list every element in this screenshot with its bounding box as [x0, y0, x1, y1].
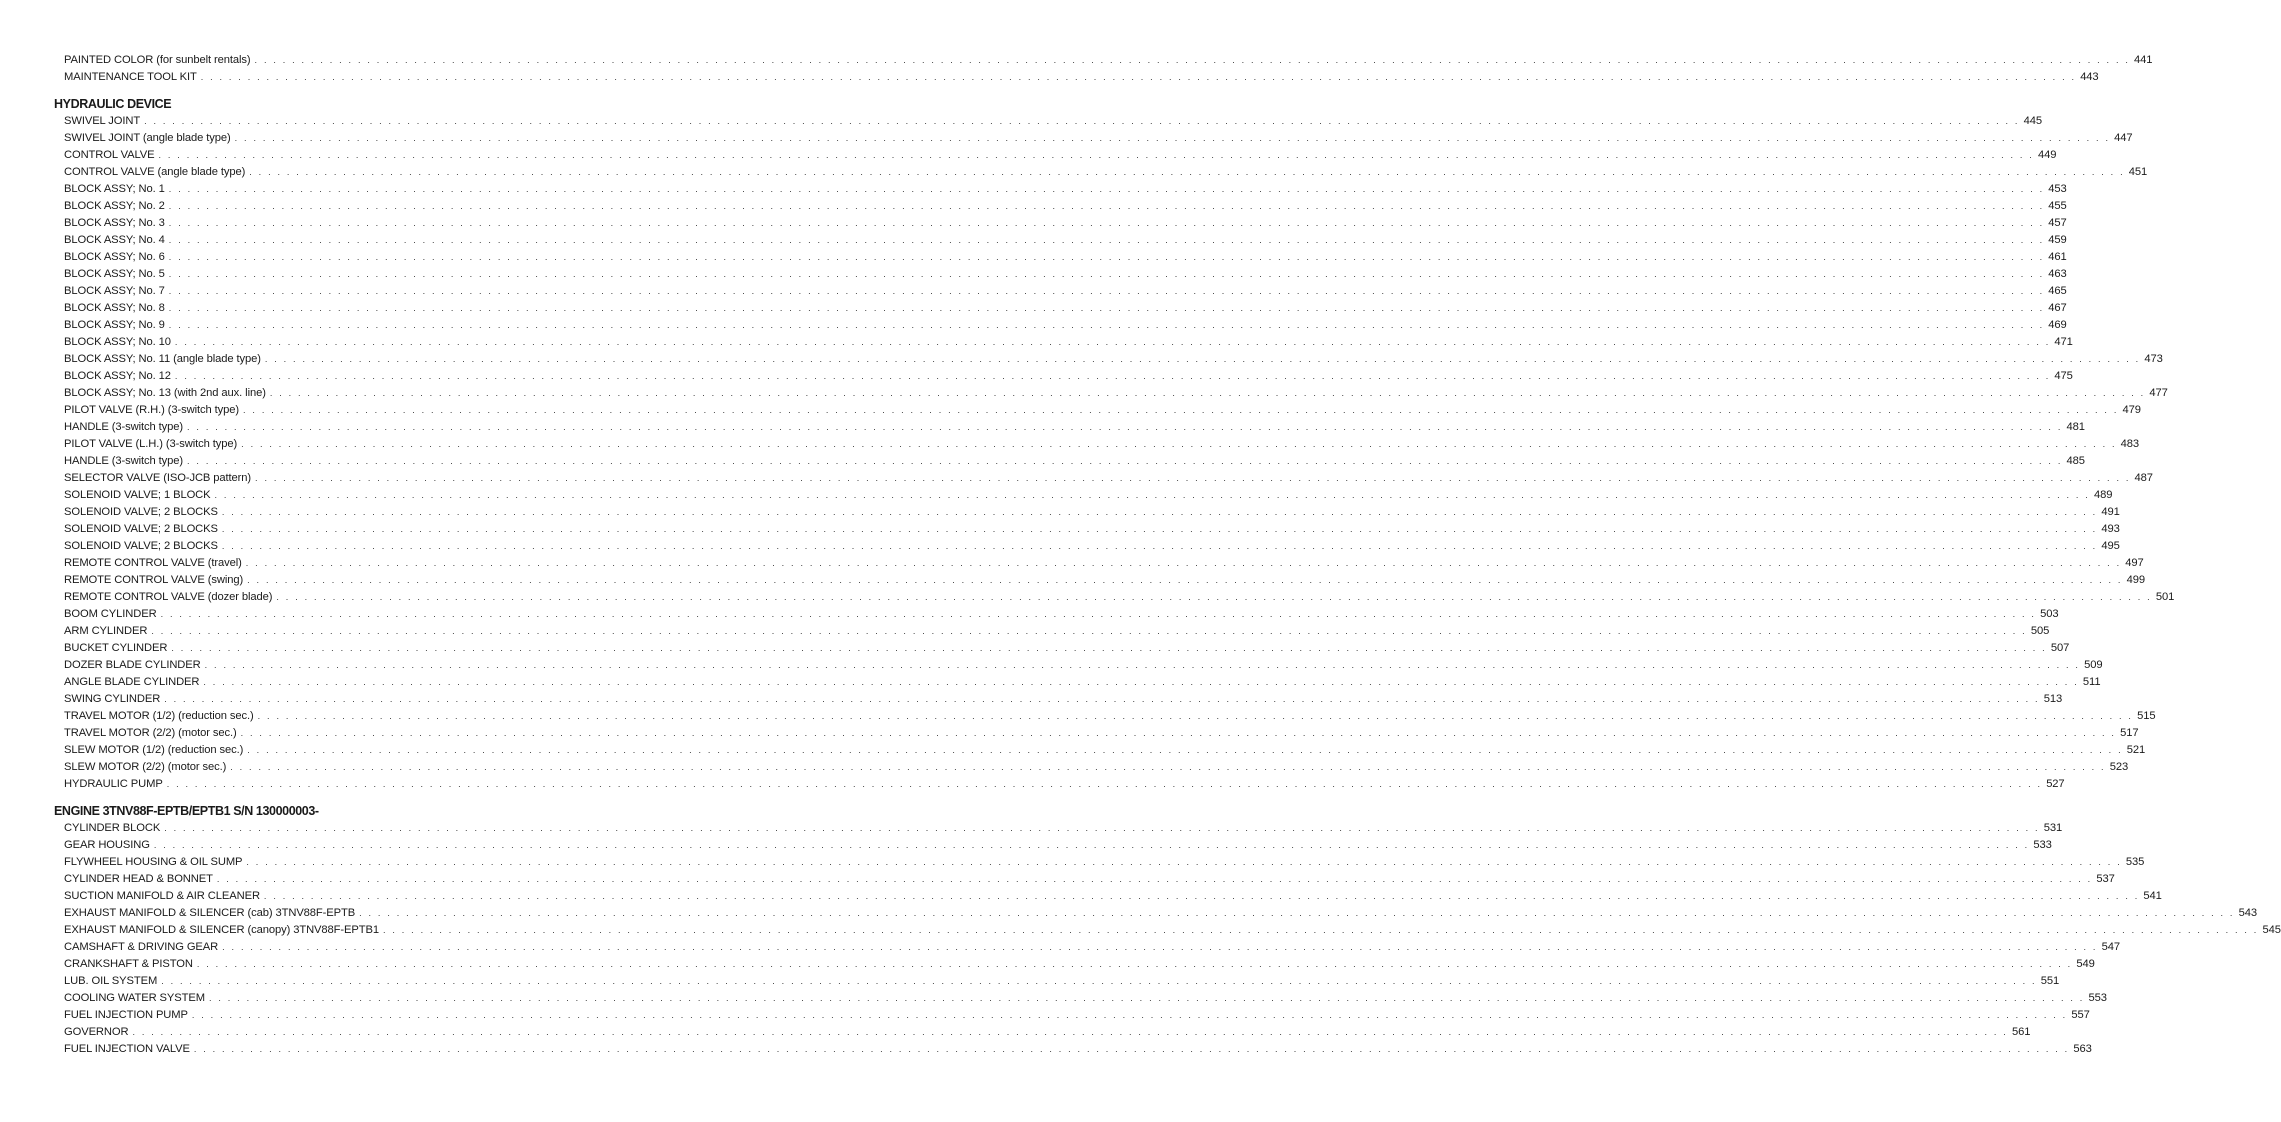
- entry-title: FUEL INJECTION VALVE: [64, 1043, 190, 1055]
- toc-entry[interactable]: [54, 657, 2103, 674]
- entry-title: HANDLE (3-switch type): [64, 455, 184, 467]
- toc-entry[interactable]: [54, 232, 2067, 249]
- dot-leader: . . . . . . . . . . . . . . . . . . . . . . . . . . . . . . . . . . . . . . . . . . . . . . . . . . . . . . . . . . . . . . . . . . . . . . . . . . . . . . . . . . . . . . . . . . . . . . . . . . . . . . . . . . . . . . . . . . . . . . . . . . . . . . . . . . . . . . . . . . . . . . . . . . . . . . . . . . . . . . . . . . . . . . . . . . . . . . . . . . . . . . . . . . . . . . . . . . . . . . . .: [241, 439, 2117, 449]
- toc-entry[interactable]: [54, 691, 2063, 708]
- entry-page-number: 483: [2120, 438, 2140, 450]
- dot-leader: . . . . . . . . . . . . . . . . . . . . . . . . . . . . . . . . . . . . . . . . . . . . . . . . . . . . . . . . . . . . . . . . . . . . . . . . . . . . . . . . . . . . . . . . . . . . . . . . . . . . . . . . . . . . . . . . . . . . . . . . . . . . . . . . . . . . . . . . . . . . . . . . . . . . . . . . . . . . . . . . . . . . . . . . . . . . . . . . . . . . . . . . . . . . . . . . . . . . . . . .: [168, 218, 2045, 228]
- entry-page-number: 515: [2137, 710, 2156, 722]
- dot-leader: . . . . . . . . . . . . . . . . . . . . . . . . . . . . . . . . . . . . . . . . . . . . . . . . . . . . . . . . . . . . . . . . . . . . . . . . . . . . . . . . . . . . . . . . . . . . . . . . . . . . . . . . . . . . . . . . . . . . . . . . . . . . . . . . . . . . . . . . . . . . . . . . . . . . . . . . . . . . . . . . . . . . . . . . . . . . . . . . . . . . . . . . . . . . . . . . . . . . . . . .: [221, 507, 2098, 517]
- entry-page-number: 535: [2125, 856, 2145, 868]
- entry-page-number: 517: [2120, 727, 2139, 739]
- toc-entry[interactable]: [54, 283, 2067, 300]
- toc-entry[interactable]: [54, 402, 2141, 419]
- dot-leader: . . . . . . . . . . . . . . . . . . . . . . . . . . . . . . . . . . . . . . . . . . . . . . . . . . . . . . . . . . . . . . . . . . . . . . . . . . . . . . . . . . . . . . . . . . . . . . . . . . . . . . . . . . . . . . . . . . . . . . . . . . . . . . . . . . . . . . . . . . . . . . . . . . . . . . . . . . . . . . . . . . . . . . . . . . . . . . . . . . . . . . . . . . . . . . . . . . . . . . . .: [191, 1010, 2068, 1020]
- toc-entry[interactable]: [54, 871, 2115, 888]
- toc-entry[interactable]: [54, 725, 2139, 742]
- toc-entry[interactable]: [54, 487, 2113, 504]
- dot-leader: . . . . . . . . . . . . . . . . . . . . . . . . . . . . . . . . . . . . . . . . . . . . . . . . . . . . . . . . . . . . . . . . . . . . . . . . . . . . . . . . . . . . . . . . . . . . . . . . . . . . . . . . . . . . . . . . . . . . . . . . . . . . . . . . . . . . . . . . . . . . . . . . . . . . . . . . . . . . . . . . . . . . . . . . . . . . . . . . . . . . . . . . . . . . . . . . . . . . . . . .: [171, 643, 2047, 653]
- toc-entry[interactable]: [54, 1041, 2092, 1058]
- dot-leader: . . . . . . . . . . . . . . . . . . . . . . . . . . . . . . . . . . . . . . . . . . . . . . . . . . . . . . . . . . . . . . . . . . . . . . . . . . . . . . . . . . . . . . . . . . . . . . . . . . . . . . . . . . . . . . . . . . . . . . . . . . . . . . . . . . . . . . . . . . . . . . . . . . . . . . . . . . . . . . . . . . . . . . . . . . . . . . . . . . . . . . . . . . . . . . . . . . . . . . . .: [230, 762, 2106, 772]
- entry-page-number: 465: [2048, 285, 2067, 297]
- dot-leader: . . . . . . . . . . . . . . . . . . . . . . . . . . . . . . . . . . . . . . . . . . . . . . . . . . . . . . . . . . . . . . . . . . . . . . . . . . . . . . . . . . . . . . . . . . . . . . . . . . . . . . . . . . . . . . . . . . . . . . . . . . . . . . . . . . . . . . . . . . . . . . . . . . . . . . . . . . . . . . . . . . . . . . . . . . . . . . . . . . . . . . . . . . . . . . . . . . . . . . . .: [245, 558, 2122, 568]
- toc-entry[interactable]: [54, 623, 2050, 640]
- entry-page-number: 549: [2076, 958, 2095, 970]
- toc-entry[interactable]: [54, 249, 2067, 266]
- toc-entry[interactable]: [54, 820, 2063, 837]
- table-of-contents: [54, 52, 2281, 1058]
- dot-leader: . . . . . . . . . . . . . . . . . . . . . . . . . . . . . . . . . . . . . . . . . . . . . . . . . . . . . . . . . . . . . . . . . . . . . . . . . . . . . . . . . . . . . . . . . . . . . . . . . . . . . . . . . . . . . . . . . . . . . . . . . . . . . . . . . . . . . . . . . . . . . . . . . . . . . . . . . . . . . . . . . . . . . . . . . . . . . . . . . . . . . . . . . . . . . . . . . . . . . . . .: [221, 541, 2098, 551]
- dot-leader: . . . . . . . . . . . . . . . . . . . . . . . . . . . . . . . . . . . . . . . . . . . . . . . . . . . . . . . . . . . . . . . . . . . . . . . . . . . . . . . . . . . . . . . . . . . . . . . . . . . . . . . . . . . . . . . . . . . . . . . . . . . . . . . . . . . . . . . . . . . . . . . . . . . . . . . . . . . . . . . . . . . . . . . . . . . . . . . . . . . . . . . . . . . . . . . . . . . . . . . .: [263, 891, 2140, 901]
- entry-title: BLOCK ASSY; No. 10: [64, 336, 171, 348]
- dot-leader: . . . . . . . . . . . . . . . . . . . . . . . . . . . . . . . . . . . . . . . . . . . . . . . . . . . . . . . . . . . . . . . . . . . . . . . . . . . . . . . . . . . . . . . . . . . . . . . . . . . . . . . . . . . . . . . . . . . . . . . . . . . . . . . . . . . . . . . . . . . . . . . . . . . . . . . . . . . . . . . . . . . . . . . . . . . . . . . . . . . . . . . . . . . . . . . . . . . . . . . .: [144, 116, 2020, 126]
- dot-leader: . . . . . . . . . . . . . . . . . . . . . . . . . . . . . . . . . . . . . . . . . . . . . . . . . . . . . . . . . . . . . . . . . . . . . . . . . . . . . . . . . . . . . . . . . . . . . . . . . . . . . . . . . . . . . . . . . . . . . . . . . . . . . . . . . . . . . . . . . . . . . . . . . . . . . . . . . . . . . . . . . . . . . . . . . . . . . . . . . . . . . . . . . . . . . . . . . . . . . . . .: [174, 371, 2051, 381]
- toc-entry[interactable]: [54, 69, 2099, 86]
- toc-entry[interactable]: [54, 742, 2146, 759]
- entry-title: GOVERNOR: [64, 1026, 129, 1038]
- dot-leader: . . . . . . . . . . . . . . . . . . . . . . . . . . . . . . . . . . . . . . . . . . . . . . . . . . . . . . . . . . . . . . . . . . . . . . . . . . . . . . . . . . . . . . . . . . . . . . . . . . . . . . . . . . . . . . . . . . . . . . . . . . . . . . . . . . . . . . . . . . . . . . . . . . . . . . . . . . . . . . . . . . . . . . . . . . . . . . . . . . . . . . . . . . . . . . . . . . . . . . . .: [234, 133, 2111, 143]
- dot-leader: . . . . . . . . . . . . . . . . . . . . . . . . . . . . . . . . . . . . . . . . . . . . . . . . . . . . . . . . . . . . . . . . . . . . . . . . . . . . . . . . . . . . . . . . . . . . . . . . . . . . . . . . . . . . . . . . . . . . . . . . . . . . . . . . . . . . . . . . . . . . . . . . . . . . . . . . . . . . . . . . . . . . . . . . . . . . . . . . . . . . . . . . . . . . . . . . . . . . . . . .: [168, 303, 2045, 313]
- entry-title: HYDRAULIC PUMP: [64, 778, 163, 790]
- dot-leader: . . . . . . . . . . . . . . . . . . . . . . . . . . . . . . . . . . . . . . . . . . . . . . . . . . . . . . . . . . . . . . . . . . . . . . . . . . . . . . . . . . . . . . . . . . . . . . . . . . . . . . . . . . . . . . . . . . . . . . . . . . . . . . . . . . . . . . . . . . . . . . . . . . . . . . . . . . . . . . . . . . . . . . . . . . . . . . . . . . . . . . . . . . . . . . . . . . . . . . . .: [359, 908, 2235, 918]
- toc-entry[interactable]: [54, 52, 2153, 69]
- dot-leader: . . . . . . . . . . . . . . . . . . . . . . . . . . . . . . . . . . . . . . . . . . . . . . . . . . . . . . . . . . . . . . . . . . . . . . . . . . . . . . . . . . . . . . . . . . . . . . . . . . . . . . . . . . . . . . . . . . . . . . . . . . . . . . . . . . . . . . . . . . . . . . . . . . . . . . . . . . . . . . . . . . . . . . . . . . . . . . . . . . . . . . . . . . . . . . . . . . . . . . . .: [160, 609, 2037, 619]
- toc-entry[interactable]: [54, 113, 2042, 130]
- entry-title: FLYWHEEL HOUSING & OIL SUMP: [64, 856, 243, 868]
- entry-page-number: 477: [2149, 387, 2168, 399]
- dot-leader: . . . . . . . . . . . . . . . . . . . . . . . . . . . . . . . . . . . . . . . . . . . . . . . . . . . . . . . . . . . . . . . . . . . . . . . . . . . . . . . . . . . . . . . . . . . . . . . . . . . . . . . . . . . . . . . . . . . . . . . . . . . . . . . . . . . . . . . . . . . . . . . . . . . . . . . . . . . . . . . . . . . . . . . . . . . . . . . . . . . . . . . . . . . . . . . . . . . . . . . .: [132, 1027, 2008, 1037]
- dot-leader: . . . . . . . . . . . . . . . . . . . . . . . . . . . . . . . . . . . . . . . . . . . . . . . . . . . . . . . . . . . . . . . . . . . . . . . . . . . . . . . . . . . . . . . . . . . . . . . . . . . . . . . . . . . . . . . . . . . . . . . . . . . . . . . . . . . . . . . . . . . . . . . . . . . . . . . . . . . . . . . . . . . . . . . . . . . . . . . . . . . . . . . . . . . . . . . . . . . . . . . .: [153, 840, 2030, 850]
- entry-page-number: 545: [2262, 924, 2281, 936]
- dot-leader: . . . . . . . . . . . . . . . . . . . . . . . . . . . . . . . . . . . . . . . . . . . . . . . . . . . . . . . . . . . . . . . . . . . . . . . . . . . . . . . . . . . . . . . . . . . . . . . . . . . . . . . . . . . . . . . . . . . . . . . . . . . . . . . . . . . . . . . . . . . . . . . . . . . . . . . . . . . . . . . . . . . . . . . . . . . . . . . . . . . . . . . . . . . . . . . . . . . . . . . .: [164, 694, 2040, 704]
- entry-page-number: 449: [2038, 149, 2057, 161]
- toc-entry[interactable]: [54, 956, 2095, 973]
- section-heading: ENGINE 3TNV88F-EPTB/EPTB1 S/N 130000003-: [54, 804, 319, 818]
- toc-entry[interactable]: [54, 130, 2133, 147]
- entry-title: SLEW MOTOR (2/2) (motor sec.): [64, 761, 227, 773]
- toc-entry[interactable]: [54, 215, 2067, 232]
- toc-entry[interactable]: [54, 351, 2163, 368]
- toc-entry[interactable]: [54, 555, 2144, 572]
- toc-entry[interactable]: [54, 368, 2073, 385]
- dot-leader: . . . . . . . . . . . . . . . . . . . . . . . . . . . . . . . . . . . . . . . . . . . . . . . . . . . . . . . . . . . . . . . . . . . . . . . . . . . . . . . . . . . . . . . . . . . . . . . . . . . . . . . . . . . . . . . . . . . . . . . . . . . . . . . . . . . . . . . . . . . . . . . . . . . . . . . . . . . . . . . . . . . . . . . . . . . . . . . . . . . . . . . . . . . . . . . . . . . . . . . .: [243, 405, 2119, 415]
- entry-page-number: 509: [2084, 659, 2103, 671]
- entry-title: CONTROL VALVE: [64, 149, 155, 161]
- entry-page-number: 451: [2128, 166, 2148, 178]
- toc-entry[interactable]: [54, 470, 2153, 487]
- entry-page-number: 513: [2043, 693, 2063, 705]
- entry-page-number: 457: [2048, 217, 2067, 229]
- toc-entry[interactable]: [54, 181, 2067, 198]
- toc-entry[interactable]: [54, 198, 2067, 215]
- toc-entry[interactable]: [54, 837, 2052, 854]
- entry-page-number: 541: [2143, 890, 2162, 902]
- dot-leader: . . . . . . . . . . . . . . . . . . . . . . . . . . . . . . . . . . . . . . . . . . . . . . . . . . . . . . . . . . . . . . . . . . . . . . . . . . . . . . . . . . . . . . . . . . . . . . . . . . . . . . . . . . . . . . . . . . . . . . . . . . . . . . . . . . . . . . . . . . . . . . . . . . . . . . . . . . . . . . . . . . . . . . . . . . . . . . . . . . . . . . . . . . . . . . . . . . . . . . . .: [208, 993, 2085, 1003]
- toc-section: [54, 803, 2281, 1058]
- toc-entry[interactable]: [54, 572, 2146, 589]
- dot-leader: . . . . . . . . . . . . . . . . . . . . . . . . . . . . . . . . . . . . . . . . . . . . . . . . . . . . . . . . . . . . . . . . . . . . . . . . . . . . . . . . . . . . . . . . . . . . . . . . . . . . . . . . . . . . . . . . . . . . . . . . . . . . . . . . . . . . . . . . . . . . . . . . . . . . . . . . . . . . . . . . . . . . . . . . . . . . . . . . . . . . . . . . . . . . . . . . . . . . . . . .: [240, 728, 2117, 738]
- toc-entry[interactable]: [54, 300, 2067, 317]
- toc-entry[interactable]: [54, 385, 2168, 402]
- dot-leader: . . . . . . . . . . . . . . . . . . . . . . . . . . . . . . . . . . . . . . . . . . . . . . . . . . . . . . . . . . . . . . . . . . . . . . . . . . . . . . . . . . . . . . . . . . . . . . . . . . . . . . . . . . . . . . . . . . . . . . . . . . . . . . . . . . . . . . . . . . . . . . . . . . . . . . . . . . . . . . . . . . . . . . . . . . . . . . . . . . . . . . . . . . . . . . . . . . . . . . . .: [187, 456, 2063, 466]
- entry-title: SLEW MOTOR (1/2) (reduction sec.): [64, 744, 244, 756]
- entry-page-number: 471: [2054, 336, 2073, 348]
- toc-entry[interactable]: [54, 888, 2162, 905]
- entry-page-number: 557: [2071, 1009, 2090, 1021]
- entry-page-number: 479: [2122, 404, 2141, 416]
- entry-page-number: 453: [2048, 183, 2067, 195]
- dot-leader: . . . . . . . . . . . . . . . . . . . . . . . . . . . . . . . . . . . . . . . . . . . . . . . . . . . . . . . . . . . . . . . . . . . . . . . . . . . . . . . . . . . . . . . . . . . . . . . . . . . . . . . . . . . . . . . . . . . . . . . . . . . . . . . . . . . . . . . . . . . . . . . . . . . . . . . . . . . . . . . . . . . . . . . . . . . . . . . . . . . . . . . . . . . . . . . . . . . . . . . .: [168, 201, 2045, 211]
- entry-title: LUB. OIL SYSTEM: [64, 975, 158, 987]
- dot-leader: . . . . . . . . . . . . . . . . . . . . . . . . . . . . . . . . . . . . . . . . . . . . . . . . . . . . . . . . . . . . . . . . . . . . . . . . . . . . . . . . . . . . . . . . . . . . . . . . . . . . . . . . . . . . . . . . . . . . . . . . . . . . . . . . . . . . . . . . . . . . . . . . . . . . . . . . . . . . . . . . . . . . . . . . . . . . . . . . . . . . . . . . . . . . . . . . . . . . . . . .: [168, 320, 2045, 330]
- toc-entry[interactable]: [54, 674, 2101, 691]
- entry-page-number: 533: [2033, 839, 2052, 851]
- entry-title: BLOCK ASSY; No. 6: [64, 251, 165, 263]
- dot-leader: . . . . . . . . . . . . . . . . . . . . . . . . . . . . . . . . . . . . . . . . . . . . . . . . . . . . . . . . . . . . . . . . . . . . . . . . . . . . . . . . . . . . . . . . . . . . . . . . . . . . . . . . . . . . . . . . . . . . . . . . . . . . . . . . . . . . . . . . . . . . . . . . . . . . . . . . . . . . . . . . . . . . . . . . . . . . . . . . . . . . . . . . . . . . . . . . . . . . . . . .: [196, 959, 2073, 969]
- section-heading: HYDRAULIC DEVICE: [54, 97, 172, 111]
- entry-title: FUEL INJECTION PUMP: [64, 1009, 188, 1021]
- toc-entry[interactable]: [54, 1024, 2031, 1041]
- dot-leader: . . . . . . . . . . . . . . . . . . . . . . . . . . . . . . . . . . . . . . . . . . . . . . . . . . . . . . . . . . . . . . . . . . . . . . . . . . . . . . . . . . . . . . . . . . . . . . . . . . . . . . . . . . . . . . . . . . . . . . . . . . . . . . . . . . . . . . . . . . . . . . . . . . . . . . . . . . . . . . . . . . . . . . . . . . . . . . . . . . . . . . . . . . . . . . . . . . . . . . . .: [382, 925, 2259, 935]
- dot-leader: . . . . . . . . . . . . . . . . . . . . . . . . . . . . . . . . . . . . . . . . . . . . . . . . . . . . . . . . . . . . . . . . . . . . . . . . . . . . . . . . . . . . . . . . . . . . . . . . . . . . . . . . . . . . . . . . . . . . . . . . . . . . . . . . . . . . . . . . . . . . . . . . . . . . . . . . . . . . . . . . . . . . . . . . . . . . . . . . . . . . . . . . . . . . . . . . . . . . . . . .: [168, 252, 2045, 262]
- entry-title: REMOTE CONTROL VALVE (travel): [64, 557, 242, 569]
- entry-page-number: 441: [2134, 54, 2153, 66]
- dot-leader: . . . . . . . . . . . . . . . . . . . . . . . . . . . . . . . . . . . . . . . . . . . . . . . . . . . . . . . . . . . . . . . . . . . . . . . . . . . . . . . . . . . . . . . . . . . . . . . . . . . . . . . . . . . . . . . . . . . . . . . . . . . . . . . . . . . . . . . . . . . . . . . . . . . . . . . . . . . . . . . . . . . . . . . . . . . . . . . . . . . . . . . . . . . . . . . . . . . . . . . .: [255, 473, 2131, 483]
- dot-leader: . . . . . . . . . . . . . . . . . . . . . . . . . . . . . . . . . . . . . . . . . . . . . . . . . . . . . . . . . . . . . . . . . . . . . . . . . . . . . . . . . . . . . . . . . . . . . . . . . . . . . . . . . . . . . . . . . . . . . . . . . . . . . . . . . . . . . . . . . . . . . . . . . . . . . . . . . . . . . . . . . . . . . . . . . . . . . . . . . . . . . . . . . . . . . . . . . . . . . . . .: [203, 677, 2079, 687]
- dot-leader: . . . . . . . . . . . . . . . . . . . . . . . . . . . . . . . . . . . . . . . . . . . . . . . . . . . . . . . . . . . . . . . . . . . . . . . . . . . . . . . . . . . . . . . . . . . . . . . . . . . . . . . . . . . . . . . . . . . . . . . . . . . . . . . . . . . . . . . . . . . . . . . . . . . . . . . . . . . . . . . . . . . . . . . . . . . . . . . . . . . . . . . . . . . . . . . . . . . . . . . .: [246, 857, 2122, 867]
- entry-page-number: 473: [2144, 353, 2163, 365]
- toc-entry[interactable]: [54, 521, 2120, 538]
- dot-leader: . . . . . . . . . . . . . . . . . . . . . . . . . . . . . . . . . . . . . . . . . . . . . . . . . . . . . . . . . . . . . . . . . . . . . . . . . . . . . . . . . . . . . . . . . . . . . . . . . . . . . . . . . . . . . . . . . . . . . . . . . . . . . . . . . . . . . . . . . . . . . . . . . . . . . . . . . . . . . . . . . . . . . . . . . . . . . . . . . . . . . . . . . . . . . . . . . . . . . . . .: [276, 592, 2152, 602]
- toc-entry[interactable]: [54, 973, 2060, 990]
- entry-title: PILOT VALVE (R.H.) (3-switch type): [64, 404, 240, 416]
- toc-section: [54, 96, 2175, 793]
- entry-title: BLOCK ASSY; No. 4: [64, 234, 165, 246]
- toc-entry[interactable]: [54, 606, 2059, 623]
- entry-page-number: 463: [2048, 268, 2067, 280]
- toc-entry[interactable]: [54, 266, 2067, 283]
- entry-title: SWIVEL JOINT (angle blade type): [64, 132, 231, 144]
- dot-leader: . . . . . . . . . . . . . . . . . . . . . . . . . . . . . . . . . . . . . . . . . . . . . . . . . . . . . . . . . . . . . . . . . . . . . . . . . . . . . . . . . . . . . . . . . . . . . . . . . . . . . . . . . . . . . . . . . . . . . . . . . . . . . . . . . . . . . . . . . . . . . . . . . . . . . . . . . . . . . . . . . . . . . . . . . . . . . . . . . . . . . . . . . . . . . . . . . . . . . . . .: [221, 524, 2098, 534]
- dot-leader: . . . . . . . . . . . . . . . . . . . . . . . . . . . . . . . . . . . . . . . . . . . . . . . . . . . . . . . . . . . . . . . . . . . . . . . . . . . . . . . . . . . . . . . . . . . . . . . . . . . . . . . . . . . . . . . . . . . . . . . . . . . . . . . . . . . . . . . . . . . . . . . . . . . . . . . . . . . . . . . . . . . . . . . . . . . . . . . . . . . . . . . . . . . . . . . . . . . . . . . .: [161, 976, 2037, 986]
- entry-page-number: 553: [2088, 992, 2107, 1004]
- dot-leader: . . . . . . . . . . . . . . . . . . . . . . . . . . . . . . . . . . . . . . . . . . . . . . . . . . . . . . . . . . . . . . . . . . . . . . . . . . . . . . . . . . . . . . . . . . . . . . . . . . . . . . . . . . . . . . . . . . . . . . . . . . . . . . . . . . . . . . . . . . . . . . . . . . . . . . . . . . . . . . . . . . . . . . . . . . . . . . . . . . . . . . . . . . . . . . . . . . . . . . . .: [247, 745, 2123, 755]
- entry-page-number: 521: [2126, 744, 2146, 756]
- entry-page-number: 503: [2040, 608, 2059, 620]
- entry-title: ARM CYLINDER: [64, 625, 148, 637]
- entry-title: BLOCK ASSY; No. 2: [64, 200, 165, 212]
- entry-page-number: 455: [2048, 200, 2067, 212]
- entry-title: SWING CYLINDER: [64, 693, 161, 705]
- entry-page-number: 563: [2073, 1043, 2092, 1055]
- toc-entry[interactable]: [54, 905, 2257, 922]
- entry-page-number: 475: [2054, 370, 2073, 382]
- entry-title: CYLINDER HEAD & BONNET: [64, 873, 213, 885]
- toc-entry[interactable]: [54, 589, 2175, 606]
- entry-page-number: 443: [2080, 71, 2099, 83]
- dot-leader: . . . . . . . . . . . . . . . . . . . . . . . . . . . . . . . . . . . . . . . . . . . . . . . . . . . . . . . . . . . . . . . . . . . . . . . . . . . . . . . . . . . . . . . . . . . . . . . . . . . . . . . . . . . . . . . . . . . . . . . . . . . . . . . . . . . . . . . . . . . . . . . . . . . . . . . . . . . . . . . . . . . . . . . . . . . . . . . . . . . . . . . . . . . . . . . . . . . . . . . .: [193, 1044, 2070, 1054]
- dot-leader: . . . . . . . . . . . . . . . . . . . . . . . . . . . . . . . . . . . . . . . . . . . . . . . . . . . . . . . . . . . . . . . . . . . . . . . . . . . . . . . . . . . . . . . . . . . . . . . . . . . . . . . . . . . . . . . . . . . . . . . . . . . . . . . . . . . . . . . . . . . . . . . . . . . . . . . . . . . . . . . . . . . . . . . . . . . . . . . . . . . . . . . . . . . . . . . . . . . . . . . .: [164, 823, 2040, 833]
- entry-title: REMOTE CONTROL VALVE (dozer blade): [64, 591, 273, 603]
- entry-title: SOLENOID VALVE; 2 BLOCKS: [64, 540, 218, 552]
- entry-page-number: 551: [2040, 975, 2060, 987]
- entry-page-number: 447: [2114, 132, 2133, 144]
- toc-section: [54, 52, 2153, 86]
- dot-leader: . . . . . . . . . . . . . . . . . . . . . . . . . . . . . . . . . . . . . . . . . . . . . . . . . . . . . . . . . . . . . . . . . . . . . . . . . . . . . . . . . . . . . . . . . . . . . . . . . . . . . . . . . . . . . . . . . . . . . . . . . . . . . . . . . . . . . . . . . . . . . . . . . . . . . . . . . . . . . . . . . . . . . . . . . . . . . . . . . . . . . . . . . . . . . . . . . . . . . . . .: [168, 269, 2045, 279]
- entry-title: CONTROL VALVE (angle blade type): [64, 166, 246, 178]
- dot-leader: . . . . . . . . . . . . . . . . . . . . . . . . . . . . . . . . . . . . . . . . . . . . . . . . . . . . . . . . . . . . . . . . . . . . . . . . . . . . . . . . . . . . . . . . . . . . . . . . . . . . . . . . . . . . . . . . . . . . . . . . . . . . . . . . . . . . . . . . . . . . . . . . . . . . . . . . . . . . . . . . . . . . . . . . . . . . . . . . . . . . . . . . . . . . . . . . . . . . . . . .: [216, 874, 2093, 884]
- entry-page-number: 493: [2101, 523, 2120, 535]
- dot-leader: . . . . . . . . . . . . . . . . . . . . . . . . . . . . . . . . . . . . . . . . . . . . . . . . . . . . . . . . . . . . . . . . . . . . . . . . . . . . . . . . . . . . . . . . . . . . . . . . . . . . . . . . . . . . . . . . . . . . . . . . . . . . . . . . . . . . . . . . . . . . . . . . . . . . . . . . . . . . . . . . . . . . . . . . . . . . . . . . . . . . . . . . . . . . . . . . . . . . . . . .: [174, 337, 2051, 347]
- entry-title: CRANKSHAFT & PISTON: [64, 958, 193, 970]
- entry-page-number: 459: [2048, 234, 2067, 246]
- entry-title: EXHAUST MANIFOLD & SILENCER (cab) 3TNV88F-EPTB: [64, 907, 356, 919]
- entry-page-number: 489: [2094, 489, 2113, 501]
- toc-entry[interactable]: [54, 759, 2129, 776]
- toc-entry[interactable]: [54, 334, 2073, 351]
- toc-entry[interactable]: [54, 708, 2156, 725]
- entry-title: SOLENOID VALVE; 1 BLOCK: [64, 489, 211, 501]
- entry-page-number: 497: [2125, 557, 2144, 569]
- dot-leader: . . . . . . . . . . . . . . . . . . . . . . . . . . . . . . . . . . . . . . . . . . . . . . . . . . . . . . . . . . . . . . . . . . . . . . . . . . . . . . . . . . . . . . . . . . . . . . . . . . . . . . . . . . . . . . . . . . . . . . . . . . . . . . . . . . . . . . . . . . . . . . . . . . . . . . . . . . . . . . . . . . . . . . . . . . . . . . . . . . . . . . . . . . . . . . . . . . . . . . . .: [168, 286, 2045, 296]
- entry-title: BLOCK ASSY; No. 12: [64, 370, 171, 382]
- toc-entry[interactable]: [54, 939, 2121, 956]
- entry-page-number: 491: [2101, 506, 2120, 518]
- entry-page-number: 501: [2155, 591, 2175, 603]
- entry-page-number: 467: [2048, 302, 2067, 314]
- entry-title: MAINTENANCE TOOL KIT: [64, 71, 197, 83]
- toc-entry[interactable]: [54, 419, 2085, 436]
- dot-leader: . . . . . . . . . . . . . . . . . . . . . . . . . . . . . . . . . . . . . . . . . . . . . . . . . . . . . . . . . . . . . . . . . . . . . . . . . . . . . . . . . . . . . . . . . . . . . . . . . . . . . . . . . . . . . . . . . . . . . . . . . . . . . . . . . . . . . . . . . . . . . . . . . . . . . . . . . . . . . . . . . . . . . . . . . . . . . . . . . . . . . . . . . . . . . . . . . . . . . . . .: [257, 711, 2134, 721]
- entry-title: ANGLE BLADE CYLINDER: [64, 676, 200, 688]
- entry-title: SWIVEL JOINT: [64, 115, 141, 127]
- toc-entry[interactable]: [54, 436, 2140, 453]
- entry-title: SOLENOID VALVE; 2 BLOCKS: [64, 506, 218, 518]
- entry-title: TRAVEL MOTOR (2/2) (motor sec.): [64, 727, 237, 739]
- dot-leader: . . . . . . . . . . . . . . . . . . . . . . . . . . . . . . . . . . . . . . . . . . . . . . . . . . . . . . . . . . . . . . . . . . . . . . . . . . . . . . . . . . . . . . . . . . . . . . . . . . . . . . . . . . . . . . . . . . . . . . . . . . . . . . . . . . . . . . . . . . . . . . . . . . . . . . . . . . . . . . . . . . . . . . . . . . . . . . . . . . . . . . . . . . . . . . . . . . . . . . . .: [269, 388, 2146, 398]
- dot-leader: . . . . . . . . . . . . . . . . . . . . . . . . . . . . . . . . . . . . . . . . . . . . . . . . . . . . . . . . . . . . . . . . . . . . . . . . . . . . . . . . . . . . . . . . . . . . . . . . . . . . . . . . . . . . . . . . . . . . . . . . . . . . . . . . . . . . . . . . . . . . . . . . . . . . . . . . . . . . . . . . . . . . . . . . . . . . . . . . . . . . . . . . . . . . . . . . . . . . . . . .: [204, 660, 2081, 670]
- entry-page-number: 547: [2101, 941, 2121, 953]
- entry-page-number: 561: [2011, 1026, 2031, 1038]
- toc-entry[interactable]: [54, 164, 2148, 181]
- toc-entry[interactable]: [54, 538, 2120, 555]
- entry-title: COOLING WATER SYSTEM: [64, 992, 205, 1004]
- entry-title: BLOCK ASSY; No. 7: [64, 285, 165, 297]
- dot-leader: . . . . . . . . . . . . . . . . . . . . . . . . . . . . . . . . . . . . . . . . . . . . . . . . . . . . . . . . . . . . . . . . . . . . . . . . . . . . . . . . . . . . . . . . . . . . . . . . . . . . . . . . . . . . . . . . . . . . . . . . . . . . . . . . . . . . . . . . . . . . . . . . . . . . . . . . . . . . . . . . . . . . . . . . . . . . . . . . . . . . . . . . . . . . . . . . . . . . . . . .: [168, 235, 2045, 245]
- entry-page-number: 505: [2030, 625, 2050, 637]
- entry-title: BLOCK ASSY; No. 11 (angle blade type): [64, 353, 261, 365]
- entry-page-number: 445: [2023, 115, 2042, 127]
- entry-title: BOOM CYLINDER: [64, 608, 157, 620]
- entry-page-number: 543: [2238, 907, 2257, 919]
- entry-title: SOLENOID VALVE; 2 BLOCKS: [64, 523, 218, 535]
- toc-entry[interactable]: [54, 147, 2057, 164]
- entry-page-number: 485: [2066, 455, 2085, 467]
- entry-title: BLOCK ASSY; No. 9: [64, 319, 165, 331]
- entry-title: BLOCK ASSY; No. 13 (with 2nd aux. line): [64, 387, 266, 399]
- entry-title: PILOT VALVE (L.H.) (3-switch type): [64, 438, 238, 450]
- entry-title: EXHAUST MANIFOLD & SILENCER (canopy) 3TNV88F-EPTB1: [64, 924, 379, 936]
- dot-leader: . . . . . . . . . . . . . . . . . . . . . . . . . . . . . . . . . . . . . . . . . . . . . . . . . . . . . . . . . . . . . . . . . . . . . . . . . . . . . . . . . . . . . . . . . . . . . . . . . . . . . . . . . . . . . . . . . . . . . . . . . . . . . . . . . . . . . . . . . . . . . . . . . . . . . . . . . . . . . . . . . . . . . . . . . . . . . . . . . . . . . . . . . . . . . . . . . . . . . . . .: [222, 942, 2098, 952]
- toc-entry[interactable]: [54, 504, 2120, 521]
- toc-entry[interactable]: [54, 640, 2070, 657]
- entry-title: BLOCK ASSY; No. 1: [64, 183, 165, 195]
- entry-page-number: 499: [2126, 574, 2146, 586]
- entry-title: SUCTION MANIFOLD & AIR CLEANER: [64, 890, 260, 902]
- dot-leader: . . . . . . . . . . . . . . . . . . . . . . . . . . . . . . . . . . . . . . . . . . . . . . . . . . . . . . . . . . . . . . . . . . . . . . . . . . . . . . . . . . . . . . . . . . . . . . . . . . . . . . . . . . . . . . . . . . . . . . . . . . . . . . . . . . . . . . . . . . . . . . . . . . . . . . . . . . . . . . . . . . . . . . . . . . . . . . . . . . . . . . . . . . . . . . . . . . . . . . . .: [214, 490, 2091, 500]
- dot-leader: . . . . . . . . . . . . . . . . . . . . . . . . . . . . . . . . . . . . . . . . . . . . . . . . . . . . . . . . . . . . . . . . . . . . . . . . . . . . . . . . . . . . . . . . . . . . . . . . . . . . . . . . . . . . . . . . . . . . . . . . . . . . . . . . . . . . . . . . . . . . . . . . . . . . . . . . . . . . . . . . . . . . . . . . . . . . . . . . . . . . . . . . . . . . . . . . . . . . . . . .: [264, 354, 2141, 364]
- entry-page-number: 495: [2101, 540, 2120, 552]
- entry-page-number: 537: [2096, 873, 2115, 885]
- entry-title: REMOTE CONTROL VALVE (swing): [64, 574, 244, 586]
- entry-title: DOZER BLADE CYLINDER: [64, 659, 201, 671]
- toc-entry[interactable]: [54, 854, 2145, 871]
- dot-leader: . . . . . . . . . . . . . . . . . . . . . . . . . . . . . . . . . . . . . . . . . . . . . . . . . . . . . . . . . . . . . . . . . . . . . . . . . . . . . . . . . . . . . . . . . . . . . . . . . . . . . . . . . . . . . . . . . . . . . . . . . . . . . . . . . . . . . . . . . . . . . . . . . . . . . . . . . . . . . . . . . . . . . . . . . . . . . . . . . . . . . . . . . . . . . . . . . . . . . . . .: [254, 55, 2131, 65]
- toc-entry[interactable]: [54, 922, 2281, 939]
- toc-entry[interactable]: [54, 990, 2107, 1007]
- entry-title: CYLINDER BLOCK: [64, 822, 161, 834]
- dot-leader: . . . . . . . . . . . . . . . . . . . . . . . . . . . . . . . . . . . . . . . . . . . . . . . . . . . . . . . . . . . . . . . . . . . . . . . . . . . . . . . . . . . . . . . . . . . . . . . . . . . . . . . . . . . . . . . . . . . . . . . . . . . . . . . . . . . . . . . . . . . . . . . . . . . . . . . . . . . . . . . . . . . . . . . . . . . . . . . . . . . . . . . . . . . . . . . . . . . . . . . .: [158, 150, 2034, 160]
- dot-leader: . . . . . . . . . . . . . . . . . . . . . . . . . . . . . . . . . . . . . . . . . . . . . . . . . . . . . . . . . . . . . . . . . . . . . . . . . . . . . . . . . . . . . . . . . . . . . . . . . . . . . . . . . . . . . . . . . . . . . . . . . . . . . . . . . . . . . . . . . . . . . . . . . . . . . . . . . . . . . . . . . . . . . . . . . . . . . . . . . . . . . . . . . . . . . . . . . . . . . . . .: [247, 575, 2123, 585]
- entry-page-number: 481: [2066, 421, 2085, 433]
- entry-title: BUCKET CYLINDER: [64, 642, 168, 654]
- toc-entry[interactable]: [54, 317, 2067, 334]
- entry-title: GEAR HOUSING: [64, 839, 150, 851]
- entry-page-number: 531: [2043, 822, 2063, 834]
- dot-leader: . . . . . . . . . . . . . . . . . . . . . . . . . . . . . . . . . . . . . . . . . . . . . . . . . . . . . . . . . . . . . . . . . . . . . . . . . . . . . . . . . . . . . . . . . . . . . . . . . . . . . . . . . . . . . . . . . . . . . . . . . . . . . . . . . . . . . . . . . . . . . . . . . . . . . . . . . . . . . . . . . . . . . . . . . . . . . . . . . . . . . . . . . . . . . . . . . . . . . . . .: [151, 626, 2027, 636]
- toc-entry[interactable]: [54, 776, 2065, 793]
- dot-leader: . . . . . . . . . . . . . . . . . . . . . . . . . . . . . . . . . . . . . . . . . . . . . . . . . . . . . . . . . . . . . . . . . . . . . . . . . . . . . . . . . . . . . . . . . . . . . . . . . . . . . . . . . . . . . . . . . . . . . . . . . . . . . . . . . . . . . . . . . . . . . . . . . . . . . . . . . . . . . . . . . . . . . . . . . . . . . . . . . . . . . . . . . . . . . . . . . . . . . . . .: [168, 184, 2045, 194]
- entry-page-number: 523: [2109, 761, 2129, 773]
- toc-entry[interactable]: [54, 1007, 2090, 1024]
- entry-title: HANDLE (3-switch type): [64, 421, 184, 433]
- entry-page-number: 511: [2082, 676, 2101, 688]
- entry-title: TRAVEL MOTOR (1/2) (reduction sec.): [64, 710, 254, 722]
- dot-leader: . . . . . . . . . . . . . . . . . . . . . . . . . . . . . . . . . . . . . . . . . . . . . . . . . . . . . . . . . . . . . . . . . . . . . . . . . . . . . . . . . . . . . . . . . . . . . . . . . . . . . . . . . . . . . . . . . . . . . . . . . . . . . . . . . . . . . . . . . . . . . . . . . . . . . . . . . . . . . . . . . . . . . . . . . . . . . . . . . . . . . . . . . . . . . . . . . . . . . . . .: [166, 779, 2043, 789]
- entry-title: BLOCK ASSY; No. 8: [64, 302, 165, 314]
- entry-page-number: 461: [2048, 251, 2067, 263]
- dot-leader: . . . . . . . . . . . . . . . . . . . . . . . . . . . . . . . . . . . . . . . . . . . . . . . . . . . . . . . . . . . . . . . . . . . . . . . . . . . . . . . . . . . . . . . . . . . . . . . . . . . . . . . . . . . . . . . . . . . . . . . . . . . . . . . . . . . . . . . . . . . . . . . . . . . . . . . . . . . . . . . . . . . . . . . . . . . . . . . . . . . . . . . . . . . . . . . . . . . . . . . .: [187, 422, 2063, 432]
- entry-page-number: 527: [2046, 778, 2065, 790]
- dot-leader: . . . . . . . . . . . . . . . . . . . . . . . . . . . . . . . . . . . . . . . . . . . . . . . . . . . . . . . . . . . . . . . . . . . . . . . . . . . . . . . . . . . . . . . . . . . . . . . . . . . . . . . . . . . . . . . . . . . . . . . . . . . . . . . . . . . . . . . . . . . . . . . . . . . . . . . . . . . . . . . . . . . . . . . . . . . . . . . . . . . . . . . . . . . . . . . . . . . . . . . .: [200, 72, 2077, 82]
- entry-title: BLOCK ASSY; No. 5: [64, 268, 165, 280]
- entry-page-number: 507: [2050, 642, 2070, 654]
- entry-title: CAMSHAFT & DRIVING GEAR: [64, 941, 219, 953]
- entry-title: BLOCK ASSY; No. 3: [64, 217, 165, 229]
- entry-page-number: 469: [2048, 319, 2067, 331]
- toc-entry[interactable]: [54, 453, 2085, 470]
- entry-page-number: 487: [2134, 472, 2153, 484]
- entry-title: PAINTED COLOR (for sunbelt rentals): [64, 54, 251, 66]
- entry-title: SELECTOR VALVE (ISO-JCB pattern): [64, 472, 252, 484]
- dot-leader: . . . . . . . . . . . . . . . . . . . . . . . . . . . . . . . . . . . . . . . . . . . . . . . . . . . . . . . . . . . . . . . . . . . . . . . . . . . . . . . . . . . . . . . . . . . . . . . . . . . . . . . . . . . . . . . . . . . . . . . . . . . . . . . . . . . . . . . . . . . . . . . . . . . . . . . . . . . . . . . . . . . . . . . . . . . . . . . . . . . . . . . . . . . . . . . . . . . . . . . .: [249, 167, 2125, 177]
